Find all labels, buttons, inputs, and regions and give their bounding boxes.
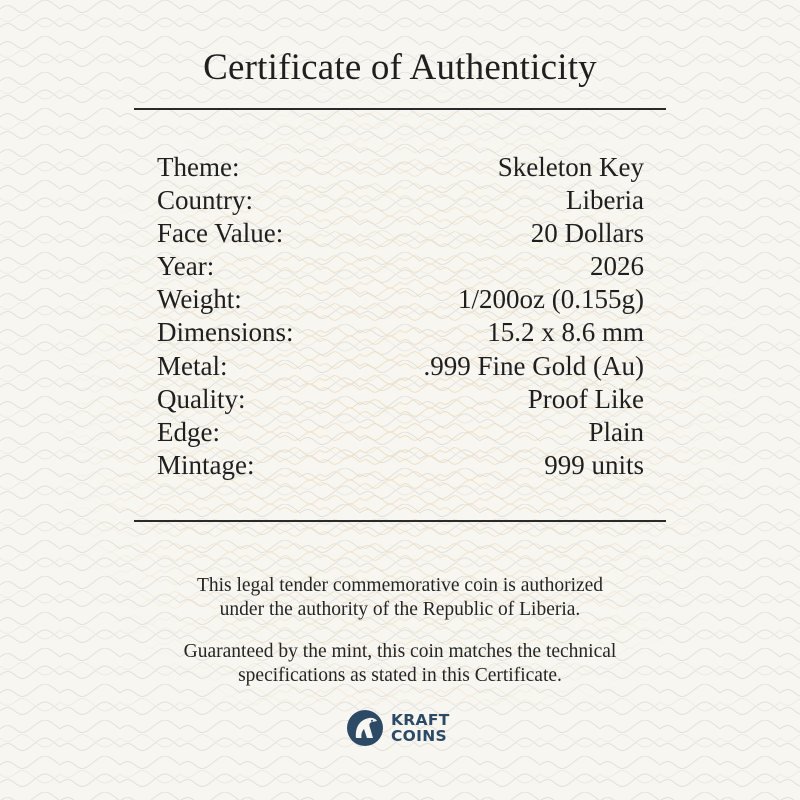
spec-row-mintage [157, 449, 644, 482]
spec-row-quality [157, 383, 644, 416]
spec-label: Dimensions: [157, 317, 294, 348]
note-line: This legal tender commemorative coin is authorized [196, 574, 604, 596]
spec-row-year [157, 250, 644, 283]
guarantee-note [0, 640, 800, 688]
spec-row-weight [157, 283, 644, 316]
note-line: Guaranteed by the mint, this coin matches the technical [183, 640, 617, 662]
spec-value: 999 units [544, 449, 644, 480]
spec-label: Theme: [157, 152, 240, 182]
spec-row-face-value [157, 217, 644, 250]
spec-row-country [157, 184, 644, 217]
note-line: under the authority of the Republic of Liberia. [219, 598, 581, 620]
spec-value: .999 Fine Gold (Au) [423, 350, 644, 381]
spec-row-dimensions [157, 316, 644, 349]
spec-label: Face Value: [157, 218, 284, 249]
spec-row-edge [157, 416, 644, 449]
spec-row-theme [157, 151, 644, 184]
spec-list [157, 151, 644, 482]
spec-value: 1/200oz (0.155g) [458, 284, 644, 315]
spec-label: Weight: [157, 284, 242, 315]
spec-value: Plain [588, 416, 644, 447]
kraft-coins-logo [345, 708, 450, 748]
spec-value: 15.2 x 8.6 mm [487, 317, 644, 348]
spec-value: Liberia [566, 185, 644, 216]
spec-row-metal [157, 350, 644, 383]
spec-value: 20 Dollars [530, 218, 644, 249]
bottom-divider [134, 520, 666, 522]
spec-value: Skeleton Key [497, 152, 644, 182]
spec-label: Year: [157, 251, 215, 282]
note-line: specifications as stated in this Certificate. [238, 664, 562, 686]
spec-label: Edge: [157, 416, 220, 447]
certificate-title: Certificate of Authenticity [203, 47, 597, 88]
spec-value: Proof Like [527, 383, 644, 414]
spec-label: Country: [157, 185, 254, 216]
spec-label: Metal: [157, 350, 228, 381]
spec-value: 2026 [590, 251, 644, 282]
spec-label: Mintage: [157, 449, 255, 480]
logo-wordmark [391, 712, 450, 744]
legal-tender-note [0, 574, 800, 622]
spec-label: Quality: [157, 383, 246, 414]
logo-line-2: COINS [391, 727, 447, 745]
top-divider [134, 108, 666, 110]
kraft-coins-logo-icon [345, 708, 385, 748]
logo-line-1: KRAFT [391, 711, 450, 729]
